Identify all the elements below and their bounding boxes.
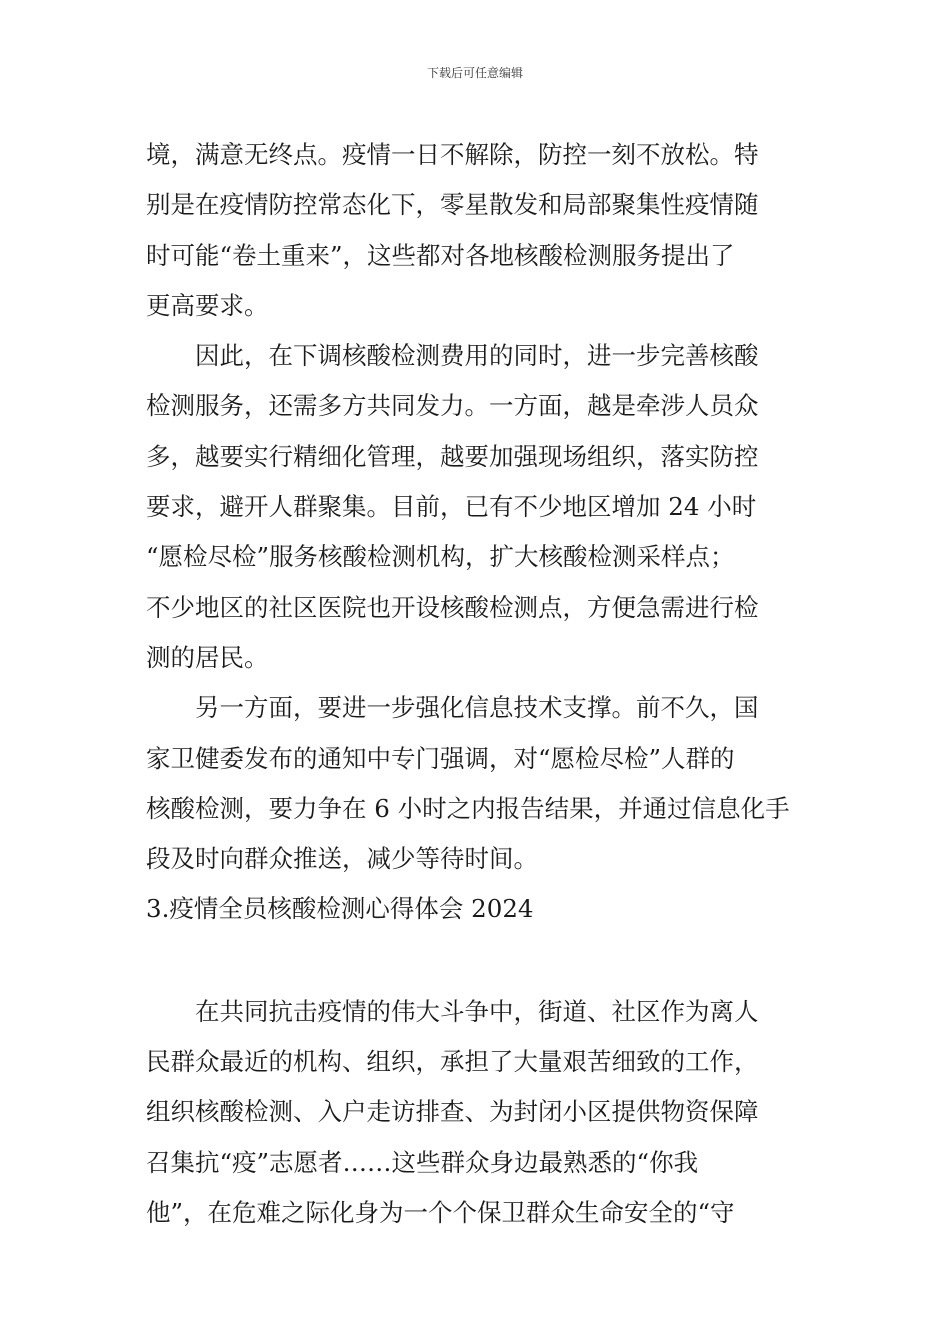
text-line: “愿检尽检”服务核酸检测机构，扩大核酸检测采样点；: [146, 542, 735, 572]
paragraph-4: [146, 987, 810, 1238]
blank-line: [146, 935, 810, 987]
text-line: 召集抗“疫”志愿者……这些群众身边最熟悉的“你我: [146, 1147, 699, 1177]
paragraph-1: [146, 130, 810, 331]
section-heading: 3.疫情全员核酸检测心得体会 2024: [146, 894, 534, 924]
paragraph-2: [146, 331, 810, 683]
text-line: 更高要求。: [146, 290, 269, 320]
text-line: 核酸检测，要力争在 6 小时之内报告结果，并通过信息化手: [146, 793, 790, 823]
page-header-note: 下载后可任意编辑: [426, 66, 523, 80]
document-body: [146, 130, 810, 1238]
text-line: 组织核酸检测、入户走访排查、为封闭小区提供物资保障: [146, 1097, 759, 1127]
text-line: 另一方面，要进一步强化信息技术支撑。前不久，国: [146, 693, 759, 723]
text-line: 别是在疫情防控常态化下，零星散发和局部聚集性疫情随: [146, 190, 759, 220]
paragraph-3: [146, 683, 810, 884]
text-line: 要求，避开人群聚集。目前，已有不少地区增加 24 小时: [146, 492, 757, 522]
text-line: 境，满意无终点。疫情一日不解除，防控一刻不放松。特: [146, 140, 759, 169]
text-line: 家卫健委发布的通知中专门强调，对“愿检尽检”人群的: [146, 743, 735, 773]
text-line: 检测服务，还需多方共同发力。一方面，越是牵涉人员众: [146, 391, 759, 421]
text-line: 在共同抗击疫情的伟大斗争中，街道、社区作为离人: [146, 996, 759, 1026]
text-line: 民群众最近的机构、组织，承担了大量艰苦细致的工作，: [146, 1047, 759, 1077]
text-line: 多，越要实行精细化管理，越要加强现场组织，落实防控: [146, 441, 759, 471]
text-line: 段及时向群众推送，减少等待时间。: [146, 844, 538, 874]
text-line: 他”，在危难之际化身为一个个保卫群众生命安全的“守: [146, 1197, 735, 1227]
text-line: 因此，在下调核酸检测费用的同时，进一步完善核酸: [146, 341, 759, 371]
text-line: 时可能“卷土重来”，这些都对各地核酸检测服务提出了: [146, 240, 735, 270]
text-line: 不少地区的社区医院也开设核酸检测点，方便急需进行检: [146, 592, 759, 622]
text-line: 测的居民。: [146, 642, 269, 672]
